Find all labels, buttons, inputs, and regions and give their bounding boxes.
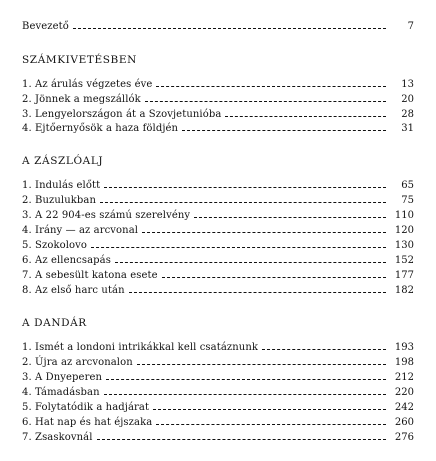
dot-leader: [262, 349, 386, 350]
toc-entry: [22, 340, 414, 354]
toc-entry-page: 260: [394, 417, 414, 428]
toc-entry: [22, 238, 414, 252]
toc-entry-page: 182: [394, 285, 414, 296]
toc-entry-page: 177: [394, 270, 414, 281]
toc-entry-page: 7: [407, 21, 414, 32]
toc-entry-title: 1. Az árulás végzetes éve: [22, 79, 153, 90]
toc-entry-title: 3. A Dnyeperen: [22, 372, 103, 383]
toc-entry-title: 4. Irány — az arcvonal: [22, 225, 139, 236]
toc-entry-page: 20: [401, 94, 414, 105]
toc-entry-page: 31: [401, 123, 414, 134]
toc-entry-title: 4. Ejtőernyősök a haza földjén: [22, 123, 179, 134]
dot-leader: [115, 262, 386, 263]
toc-entry-page: 120: [394, 225, 414, 236]
toc-entry-title: 6. Az ellencsapás: [22, 255, 111, 266]
dot-leader: [225, 116, 386, 117]
toc-entry-title: Bevezető: [22, 21, 69, 32]
toc-entry: [22, 208, 414, 222]
toc-entry-page: 130: [394, 240, 414, 251]
dot-leader: [100, 202, 386, 203]
toc-entry-page: 220: [394, 387, 414, 398]
dot-leader: [104, 187, 386, 188]
toc-entry-title: 5. Folytatódik a hadjárat: [22, 402, 150, 413]
toc-entry-page: 75: [401, 195, 414, 206]
toc-entry: [22, 178, 414, 192]
toc-entry: [22, 77, 414, 91]
toc-entry-page: 276: [394, 432, 414, 443]
toc-entry-page: 152: [394, 255, 414, 266]
toc-entry-page: 65: [401, 180, 414, 191]
toc-entry-title: 3. A 22 904-es számú szerelvény: [22, 210, 191, 221]
toc-entry: [22, 223, 414, 237]
toc-entry-title: 4. Támadásban: [22, 387, 100, 398]
toc-entry-page: 198: [394, 357, 414, 368]
dot-leader: [156, 424, 386, 425]
toc-entry: [22, 400, 414, 414]
toc-entry: [22, 268, 414, 282]
toc-entry-title: 2. Újra az arcvonalon: [22, 357, 133, 368]
toc-entry: [22, 92, 414, 106]
dot-leader: [162, 277, 386, 278]
toc-entry-page: 110: [394, 210, 414, 221]
toc-entry-title: 3. Lengyelországon át a Szovjetunióba: [22, 109, 222, 120]
toc-entry: [22, 430, 414, 444]
dot-leader: [194, 217, 386, 218]
toc-entry-title: 1. Ismét a londoni intrikákkal kell csatáznunk: [22, 342, 259, 353]
dot-leader: [73, 28, 386, 29]
dot-leader: [97, 439, 386, 440]
dot-leader: [104, 394, 386, 395]
toc-entry-page: 242: [394, 402, 414, 413]
toc-entry-title: 7. A sebesült katona esete: [22, 270, 158, 281]
toc-entry: [22, 253, 414, 267]
toc-entry-title: 7. Zsaskovnál: [22, 432, 93, 443]
toc-entry-title: 5. Szokolovo: [22, 240, 88, 251]
dot-leader: [142, 232, 386, 233]
toc-entry-page: 193: [394, 342, 414, 353]
toc-entry: [22, 107, 414, 121]
toc-entry: [22, 283, 414, 297]
dot-leader: [156, 86, 386, 87]
dot-leader: [106, 379, 386, 380]
toc-entry-intro: [22, 19, 414, 33]
toc-entry: [22, 355, 414, 369]
section-heading: A ZÁSZLÓALJ: [22, 155, 104, 167]
toc-entry: [22, 415, 414, 429]
toc-entry: [22, 370, 414, 384]
dot-leader: [145, 101, 386, 102]
toc-entry-page: 212: [394, 372, 414, 383]
toc-entry-title: 1. Indulás előtt: [22, 180, 101, 191]
section-heading: A DANDÁR: [22, 317, 87, 329]
toc-entry-title: 2. Jönnek a megszállók: [22, 94, 141, 105]
dot-leader: [182, 130, 386, 131]
dot-leader: [153, 409, 386, 410]
toc-entry-title: 6. Hat nap és hat éjszaka: [22, 417, 153, 428]
toc-entry-title: 2. Buzulukban: [22, 195, 97, 206]
section-heading: SZÁMKIVETÉSBEN: [22, 54, 137, 66]
dot-leader: [91, 247, 386, 248]
toc-entry: [22, 385, 414, 399]
dot-leader: [137, 364, 386, 365]
toc-entry: [22, 193, 414, 207]
toc-entry-page: 28: [401, 109, 414, 120]
dot-leader: [129, 292, 386, 293]
toc-entry-title: 8. Az első harc után: [22, 285, 125, 296]
toc-entry: [22, 121, 414, 135]
toc-entry-page: 13: [401, 79, 414, 90]
